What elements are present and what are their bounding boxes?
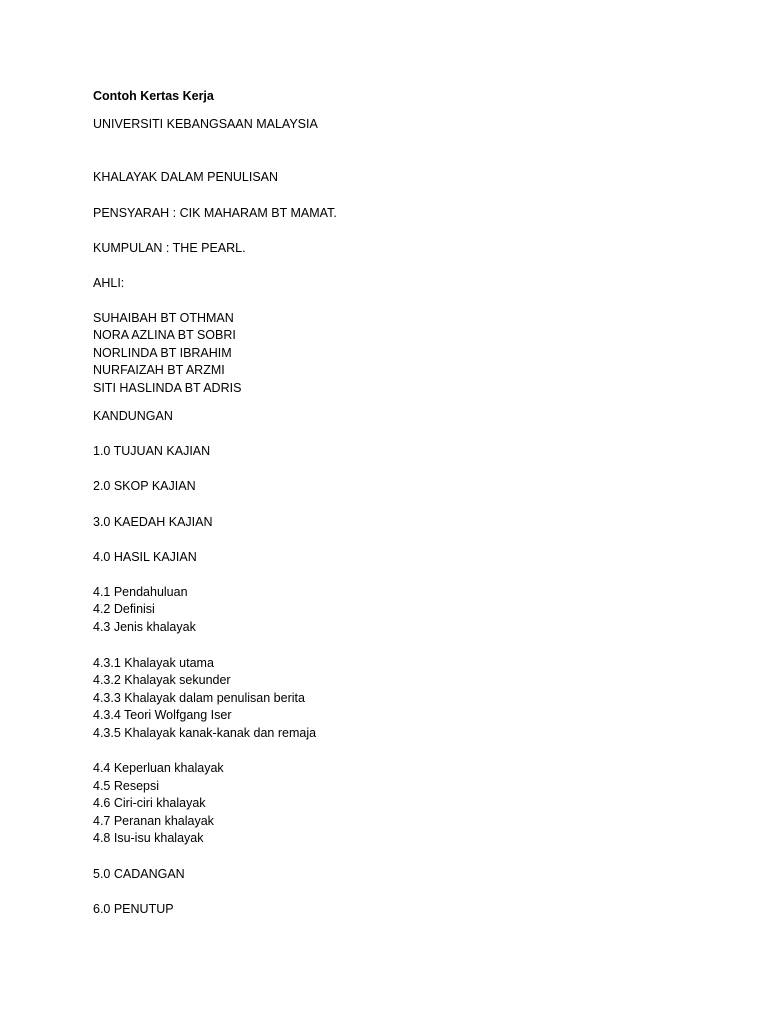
contents-item: 4.3.4 Teori Wolfgang Iser	[93, 708, 232, 722]
member-item: SUHAIBAH BT OTHMAN	[93, 311, 234, 325]
contents-item: 5.0 CADANGAN	[93, 867, 185, 881]
group-line: KUMPULAN : THE PEARL.	[93, 241, 246, 255]
member-item: NURFAIZAH BT ARZMI	[93, 363, 225, 377]
university-name: UNIVERSITI KEBANGSAAN MALAYSIA	[93, 117, 318, 131]
contents-item: 4.2 Definisi	[93, 602, 155, 616]
member-item: NORLINDA BT IBRAHIM	[93, 346, 232, 360]
contents-item: 4.3.3 Khalayak dalam penulisan berita	[93, 691, 305, 705]
contents-item: 4.4 Keperluan khalayak	[93, 761, 224, 775]
contents-item: 4.3.2 Khalayak sekunder	[93, 673, 231, 687]
contents-item: 4.5 Resepsi	[93, 779, 160, 793]
document-title: Contoh Kertas Kerja	[93, 89, 214, 103]
contents-item: 4.7 Peranan khalayak	[93, 814, 214, 828]
contents-item: 6.0 PENUTUP	[93, 902, 174, 916]
lecturer-line: PENSYARAH : CIK MAHARAM BT MAMAT.	[93, 206, 337, 220]
members-heading: AHLI:	[93, 276, 125, 290]
member-item: NORA AZLINA BT SOBRI	[93, 328, 236, 342]
contents-item: 2.0 SKOP KAJIAN	[93, 479, 196, 493]
contents-item: 4.3.1 Khalayak utama	[93, 656, 214, 670]
contents-item: 4.1 Pendahuluan	[93, 585, 188, 599]
contents-item: 4.6 Ciri-ciri khalayak	[93, 796, 206, 810]
contents-item: 4.3.5 Khalayak kanak-kanak dan remaja	[93, 726, 317, 740]
member-item: SITI HASLINDA BT ADRIS	[93, 381, 242, 395]
contents-heading: KANDUNGAN	[93, 409, 173, 423]
contents-item: 4.0 HASIL KAJIAN	[93, 550, 197, 564]
contents-item: 4.3 Jenis khalayak	[93, 620, 196, 634]
subject-title: KHALAYAK DALAM PENULISAN	[93, 170, 279, 184]
contents-item: 3.0 KAEDAH KAJIAN	[93, 515, 213, 529]
contents-item: 1.0 TUJUAN KAJIAN	[93, 444, 211, 458]
contents-item: 4.8 Isu-isu khalayak	[93, 831, 204, 845]
